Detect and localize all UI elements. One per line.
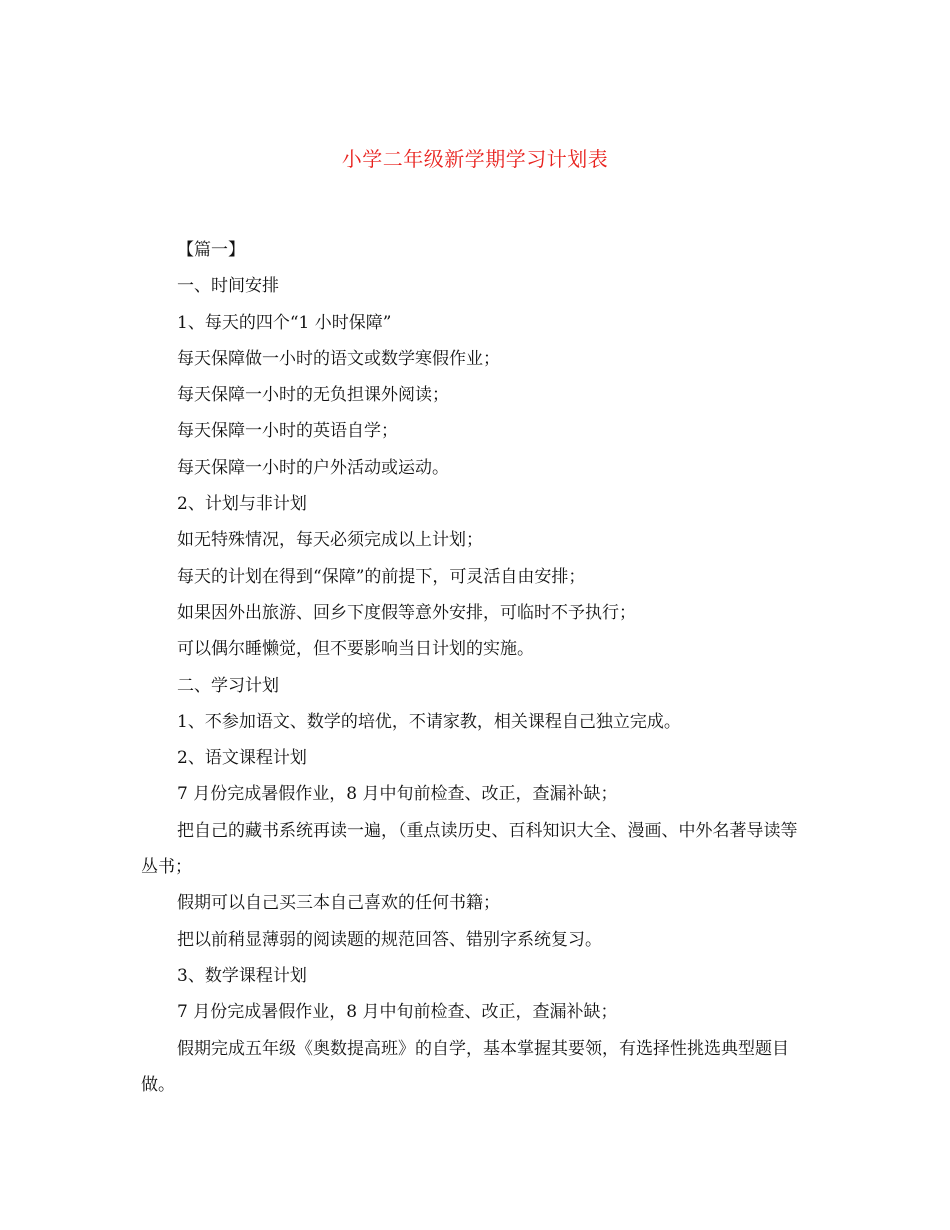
document-title: 小学二年级新学期学习计划表	[341, 147, 609, 171]
paragraph: 每天的计划在得到“保障”的前提下，可灵活自由安排；	[177, 566, 586, 587]
paragraph: 1、不参加语文、数学的培优，不请家教，相关课程自己独立完成。	[177, 711, 681, 732]
paragraph: 一、时间安排	[177, 276, 279, 297]
paragraph: 7 月份完成暑假作业，8 月中旬前检查、改正，查漏补缺；	[177, 784, 618, 805]
document-body	[141, 232, 813, 1103]
paragraph: 每天保障一小时的无负担课外阅读；	[177, 385, 449, 406]
paragraph: 2、计划与非计划	[177, 494, 307, 515]
paragraph: 可以偶尔睡懒觉，但不要影响当日计划的实施。	[177, 639, 534, 660]
paragraph: 把以前稍显薄弱的阅读题的规范回答、错别字系统复习。	[177, 929, 602, 950]
paragraph: 2、语文课程计划	[177, 748, 307, 769]
paragraph: 1、每天的四个“1 小时保障”	[177, 312, 392, 333]
paragraph: 每天保障一小时的户外活动或运动。	[177, 457, 449, 478]
paragraph: 每天保障一小时的英语自学；	[177, 421, 398, 442]
paragraph: 如无特殊情况，每天必须完成以上计划；	[177, 530, 483, 551]
paragraph: 假期可以自己买三本自己喜欢的任何书籍；	[177, 893, 500, 914]
section-heading: 【篇一】	[177, 240, 245, 260]
paragraph: 把自己的藏书系统再读一遍，（重点读历史、百科知识大全、漫画、中外名著导读等丛书；	[141, 820, 798, 878]
paragraph: 如果因外出旅游、回乡下度假等意外安排，可临时不予执行；	[177, 602, 636, 623]
paragraph: 假期完成五年级《奥数提高班》的自学，基本掌握其要领，有选择性挑选典型题目做。	[141, 1038, 789, 1095]
paragraph: 7 月份完成暑假作业，8 月中旬前检查、改正，查漏补缺；	[177, 1002, 618, 1023]
paragraph: 3、数学课程计划	[177, 965, 307, 986]
paragraph: 二、学习计划	[177, 675, 279, 696]
paragraph: 每天保障做一小时的语文或数学寒假作业；	[177, 348, 500, 369]
